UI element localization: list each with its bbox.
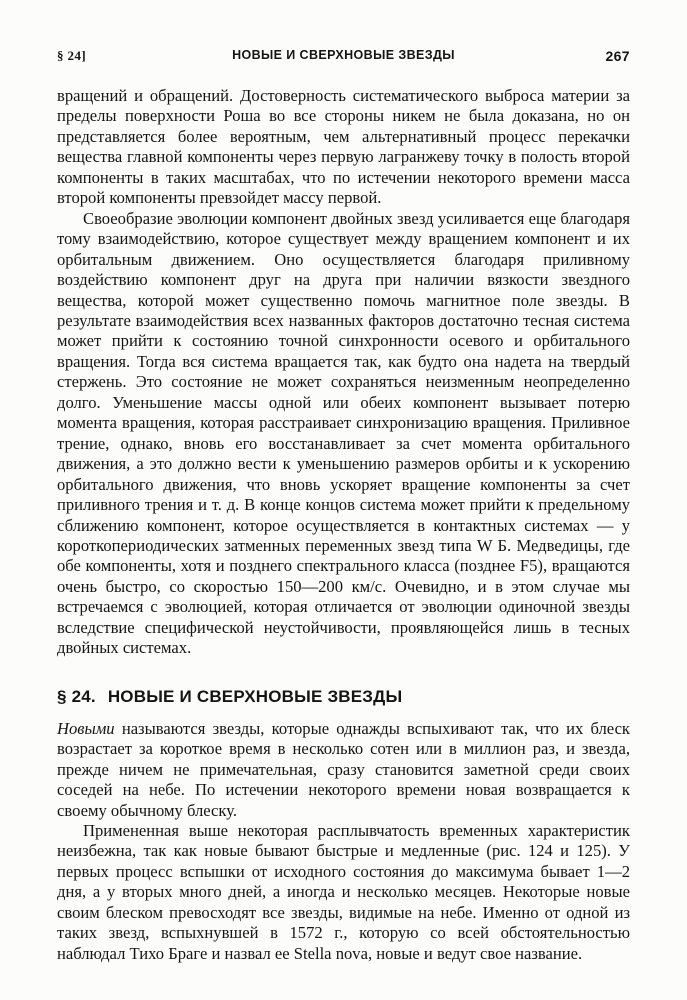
running-header	[57, 48, 630, 68]
section-heading	[57, 686, 630, 708]
section-number: § 24.	[57, 686, 96, 706]
novae-history-paragraph: Примененная выше некоторая расплывчатость временных характеристик неизбежна, так как новые бывают быстрые и медленные (рис. 124 и 125). У первых процесс вспышки от исходного состояния до максимума бывает 1—2 дня, а у вторых много дней, а иногда и несколько месяцев. Некоторые новые своим блеском превосходят все звезды, видимые на небе. Именно от одной из таких звезд, вспыхнувшей в 1572 г., которую со всей обстоятельностью наблюдал Тихо Браге и назвал ее Stella nova, новые и ведут свое название.	[57, 820, 630, 963]
page-body	[57, 86, 630, 964]
binary-evolution-paragraph: Своеобразие эволюции компонент двойных звезд усиливается еще благодаря тому взаимодействию, которое существует между вращением компонент и их орбитальным движением. Оно осуществляется благодаря приливному воздействию компонент друг на друга при наличии вязкости звездного вещества, которой может существенно помочь магнитное поле звезды. В результате взаимодействия всех названных факторов достаточно тесная система может прийти к состоянию точной синхронности осевого и орбитального вращения. Тогда вся система вращается так, как будто она надета на твердый стержень. Это состояние не может сохраняться неизменным неопределенно долго. Уменьшение массы одной или обеих компонент вызывает потерю момента вращения, которая расстраивает синхронизацию вращения. Приливное трение, однако, вновь его восстанавливает за счет момента орбитального движения, а это должно вести к уменьшению размеров орбиты и к ускорению орбитального движения, что вновь ускоряет вращение компоненты за счет приливного трения и т. д. В конце концов система может прийти к предельному сближению компонент, которое осуществляется в контактных системах — у короткопериодических затменных переменных звезд типа W Б. Медведицы, где обе компоненты, хотя и позднего спектрального класса (позднее F5), вращаются очень быстро, со скоростью 150—200 км/с. Очевидно, и в этом случае мы встречаемся с эволюцией, которая отличается от эволюции одиночной звезды вследствие специфической неустойчивости, проявляющейся лишь в тесных двойных системах.	[57, 208, 630, 658]
definition-term: Новыми	[57, 718, 115, 738]
header-section-ref: § 24]	[57, 48, 87, 63]
novae-definition-paragraph	[57, 719, 630, 821]
section-title: НОВЫЕ И СВЕРХНОВЫЕ ЗВЕЗДЫ	[107, 686, 403, 706]
continuation-paragraph: вращений и обращений. Достоверность систематического выброса материи за пределы поверхности Роша во все стороны никем не была доказана, но он представляется более вероятным, чем альтернативный процесс перекачки вещества главной компоненты через первую лагранжеву точку в полость второй компоненты в таких масштабах, что по истечении некоторого времени масса второй компоненты превзойдет массу первой.	[57, 86, 630, 208]
definition-text: называются звезды, которые однажды вспыхивают так, что их блеск возрастает за короткое время в несколько сотен или в миллион раз, и звезда, прежде ничем не примечательная, сразу становится заметной среди своих соседей на небе. По истечении некоторого времени новая возвращается к своему обычному блеску.	[57, 718, 630, 820]
header-title: НОВЫЕ И СВЕРХНОВЫЕ ЗВЕЗДЫ	[232, 48, 455, 62]
page-number: 267	[605, 48, 630, 64]
